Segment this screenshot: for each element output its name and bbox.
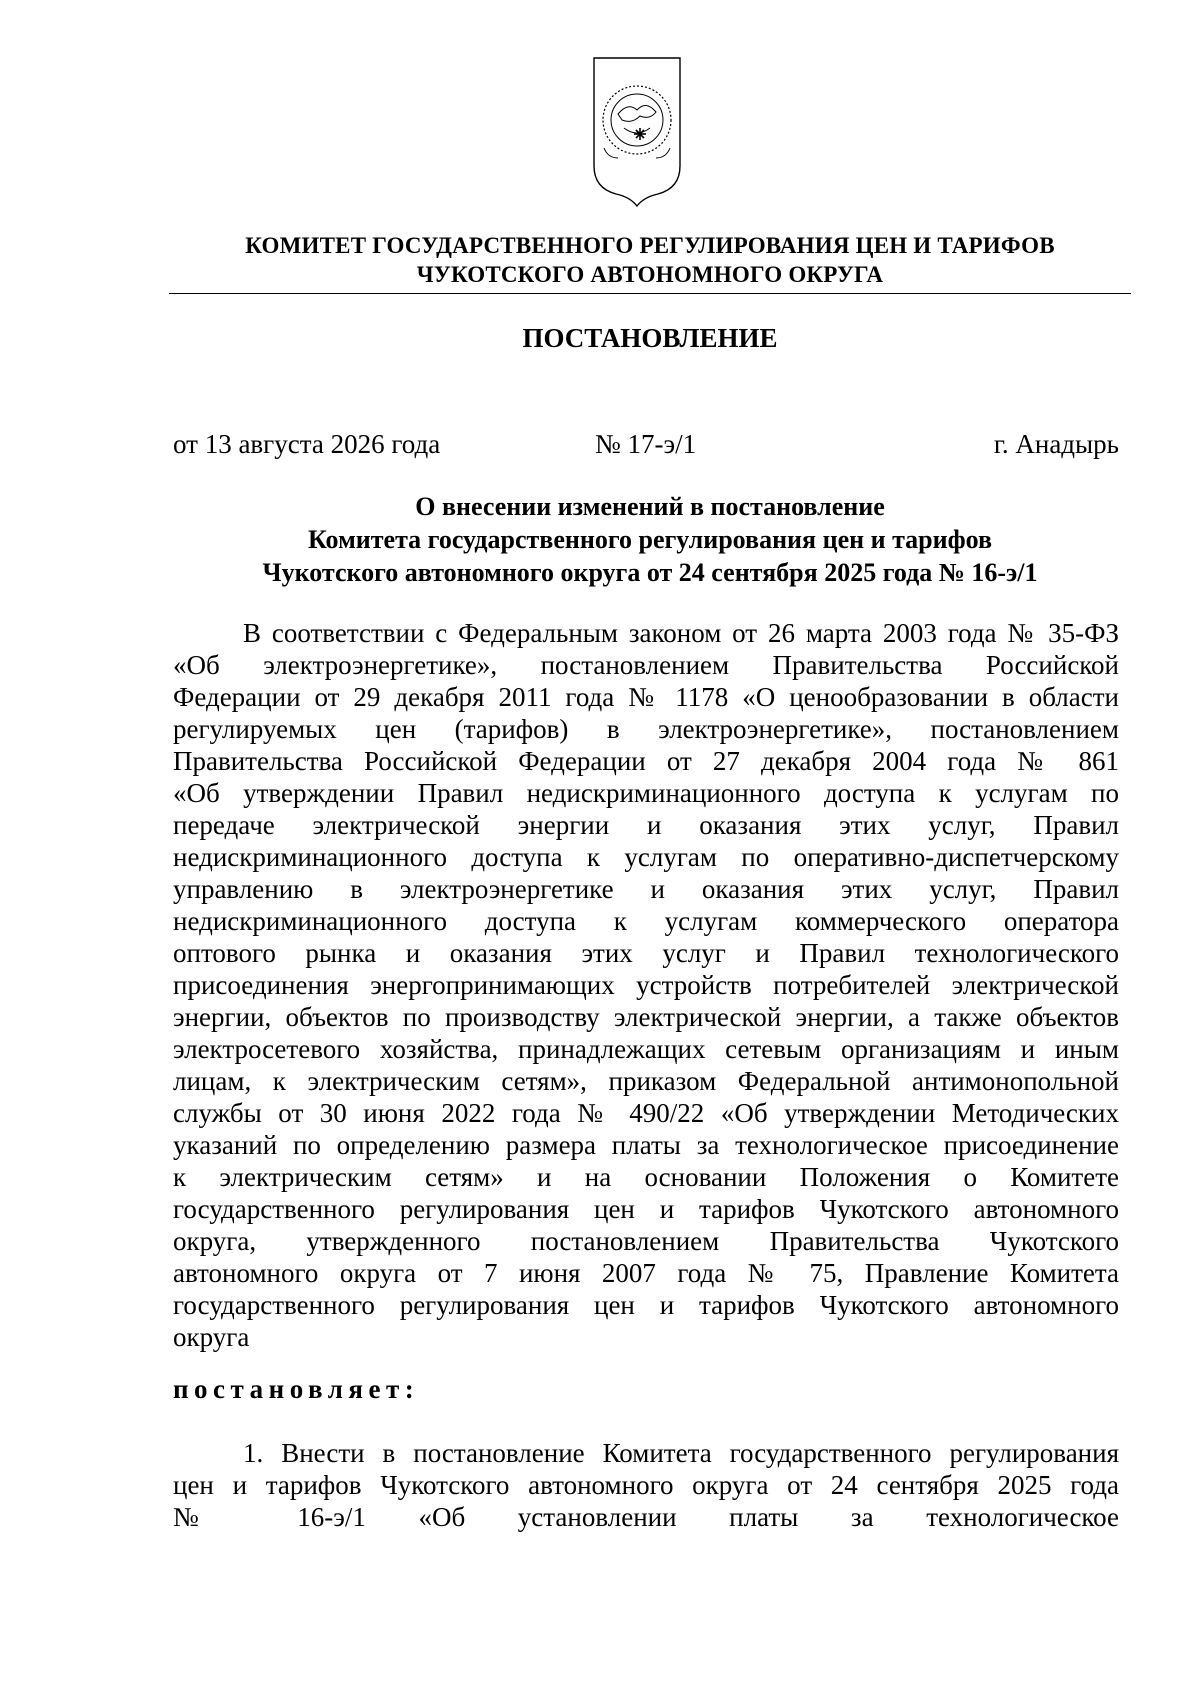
document-number: № 17-э/1 bbox=[595, 429, 697, 459]
document-city: г. Анадырь bbox=[993, 429, 1119, 459]
preamble-line: автономного округа от 7 июня 2007 года № 75, Правление Комитета bbox=[173, 1258, 1119, 1288]
header-divider bbox=[169, 293, 1131, 294]
preamble-line: «Об электроэнергетике», постановлением Правительства Российской bbox=[173, 650, 1119, 680]
committee-name-line2: ЧУКОТСКОГО АВТОНОМНОГО ОКРУГА bbox=[416, 262, 884, 287]
preamble-line: Правительства Российской Федерации от 27 декабря 2004 года № 861 bbox=[173, 746, 1119, 776]
preamble-line: Федерации от 29 декабря 2011 года № 1178 «О ценообразовании в области bbox=[173, 682, 1119, 712]
preamble-line: недискриминационного доступа к услугам коммерческого оператора bbox=[173, 906, 1119, 936]
preamble-line: передаче электрической энергии и оказания этих услуг, Правил bbox=[173, 810, 1119, 840]
item-line: № 16-э/1 «Об установлении платы за технологическое bbox=[173, 1502, 1119, 1532]
preamble-paragraph bbox=[173, 617, 1119, 1353]
preamble-line: лицам, к электрическим сетям», приказом Федеральной антимонопольной bbox=[173, 1066, 1119, 1096]
preamble-line: регулируемых цен (тарифов) в электроэнергетике», постановлением bbox=[173, 714, 1119, 744]
preamble-line: службы от 30 июня 2022 года № 490/22 «Об утверждении Методических bbox=[173, 1098, 1119, 1128]
preamble-line: к электрическим сетям» и на основании Положения о Комитете bbox=[173, 1162, 1119, 1192]
preamble-line: государственного регулирования цен и тарифов Чукотского автономного bbox=[173, 1194, 1119, 1224]
preamble-line: энергии, объектов по производству электрической энергии, а также объектов bbox=[173, 1002, 1119, 1032]
document-type: ПОСТАНОВЛЕНИЕ bbox=[522, 323, 778, 353]
coat-of-arms-emblem bbox=[588, 54, 686, 210]
item-line: цен и тарифов Чукотского автономного округа от 24 сентября 2025 года bbox=[173, 1470, 1119, 1500]
title-line: О внесении изменений в постановление bbox=[415, 492, 885, 521]
title-line: Комитета государственного регулирования цен и тарифов bbox=[308, 525, 992, 554]
preamble-line: оптового рынка и оказания этих услуг и Правил технологического bbox=[173, 938, 1119, 968]
preamble-line: «Об утверждении Правил недискриминационного доступа к услугам по bbox=[173, 778, 1119, 808]
committee-name-line1: КОМИТЕТ ГОСУДАРСТВЕННОГО РЕГУЛИРОВАНИЯ ЦЕН И ТАРИФОВ bbox=[245, 233, 1055, 258]
preamble-line: указаний по определению размера платы за технологическое присоединение bbox=[173, 1130, 1119, 1160]
preamble-line: присоединения энергопринимающих устройств потребителей электрической bbox=[173, 970, 1119, 1000]
preamble-line: электросетевого хозяйства, принадлежащих сетевым организациям и иным bbox=[173, 1034, 1119, 1064]
item-1-paragraph bbox=[173, 1437, 1119, 1533]
preamble-line: округа, утвержденного постановлением Правительства Чукотского bbox=[173, 1226, 1119, 1256]
preamble-line: управлению в электроэнергетике и оказания этих услуг, Правил bbox=[173, 874, 1119, 904]
document-date: от 13 августа 2026 года bbox=[173, 429, 441, 459]
preamble-line: округа bbox=[173, 1322, 250, 1352]
preamble-line: государственного регулирования цен и тарифов Чукотского автономного bbox=[173, 1290, 1119, 1320]
item-line: 1. Внести в постановление Комитета государственного регулирования bbox=[243, 1438, 1119, 1468]
preamble-line: недискриминационного доступа к услугам по оперативно-диспетчерскому bbox=[173, 842, 1119, 872]
decree-word: постановляет: bbox=[173, 1374, 420, 1404]
title-line: Чукотского автономного округа от 24 сентября 2025 года № 16-э/1 bbox=[262, 558, 1038, 587]
preamble-line: В соответствии с Федеральным законом от 26 марта 2003 года № 35-ФЗ bbox=[243, 618, 1119, 648]
